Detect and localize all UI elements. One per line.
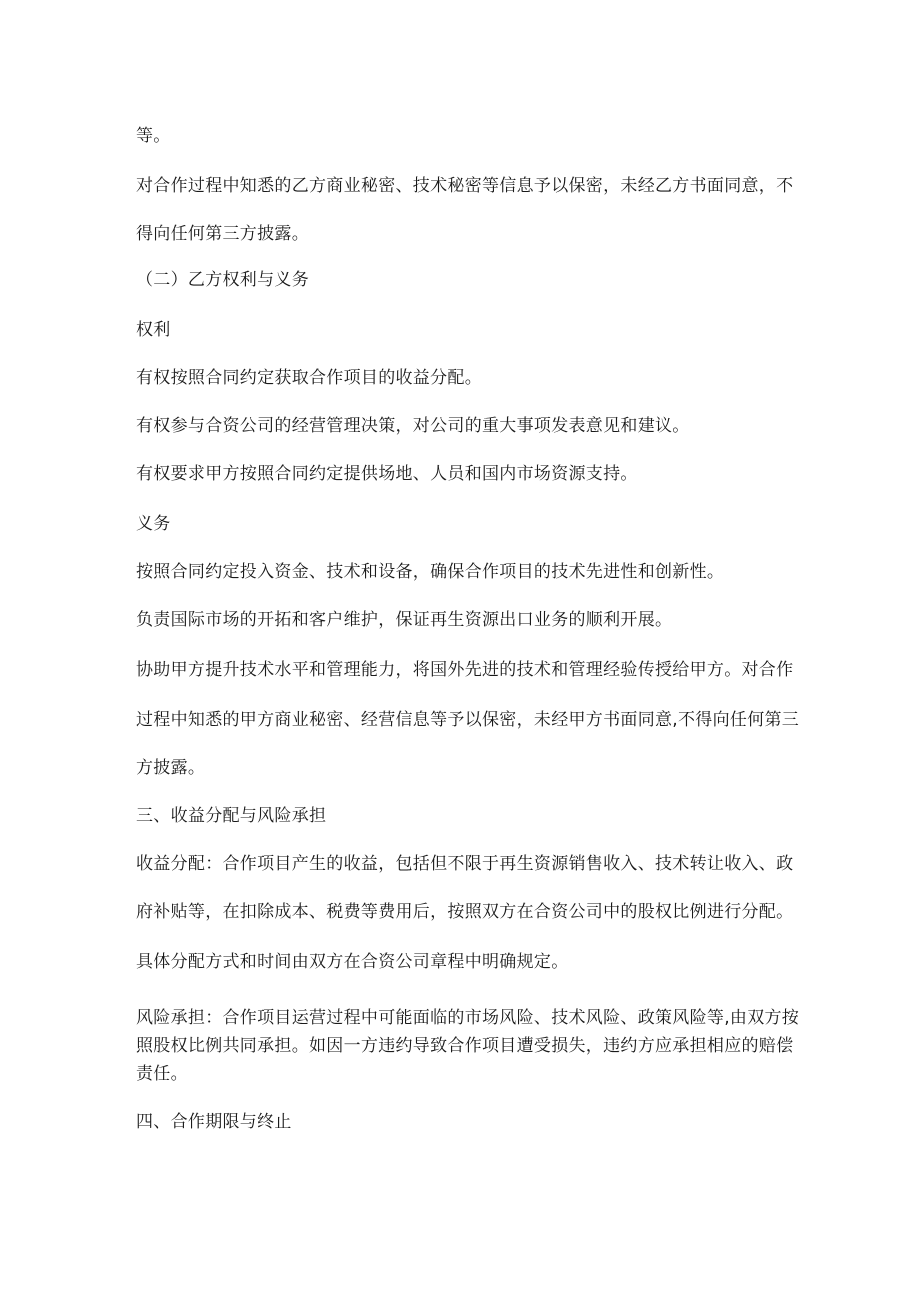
text-line: 有权按照合同约定获取合作项目的收益分配。: [136, 368, 482, 388]
text-line: 有权参与合资公司的经营管理决策，对公司的重大事项发表意见和建议。: [136, 416, 690, 436]
section-heading: （二）乙方权利与义务: [136, 270, 309, 290]
subheading: 权利: [136, 320, 171, 340]
text-line: 风险承担：合作项目运营过程中可能面临的市场风险、技术风险、政策风险等,由双方按: [136, 1008, 800, 1028]
text-line: 得向任何第三方披露。: [136, 224, 309, 244]
text-line: 对合作过程中知悉的乙方商业秘密、技术秘密等信息予以保密，未经乙方书面同意，不: [136, 176, 794, 196]
text-line: 有权要求甲方按照合同约定提供场地、人员和国内市场资源支持。: [136, 464, 638, 484]
text-line: 负责国际市场的开拓和客户维护，保证再生资源出口业务的顺利开展。: [136, 610, 673, 630]
section-heading: 四、合作期限与终止: [136, 1112, 292, 1132]
text-line: 府补贴等，在扣除成本、税费等费用后，按照双方在合资公司中的股权比例进行分配。: [136, 902, 794, 922]
section-heading: 三、收益分配与风险承担: [136, 806, 327, 826]
text-line: 等。: [136, 126, 171, 146]
text-line: 方披露。: [136, 758, 206, 778]
text-line: 协助甲方提升技术水平和管理能力，将国外先进的技术和管理经验传授给甲方。对合作: [136, 660, 794, 680]
text-line: 责任。: [136, 1064, 188, 1084]
text-line: 收益分配：合作项目产生的收益，包括但不限于再生资源销售收入、技术转让收入、政: [136, 854, 794, 874]
text-line: 照股权比例共同承担。如因一方违约导致合作项目遭受损失，违约方应承担相应的赔偿: [136, 1036, 794, 1056]
text-line: 具体分配方式和时间由双方在合资公司章程中明确规定。: [136, 952, 569, 972]
subheading: 义务: [136, 514, 171, 534]
text-line: 过程中知悉的甲方商业秘密、经营信息等予以保密，未经甲方书面同意,不得向任何第三: [136, 710, 800, 730]
text-line: 按照合同约定投入资金、技术和设备，确保合作项目的技术先进性和创新性。: [136, 562, 725, 582]
